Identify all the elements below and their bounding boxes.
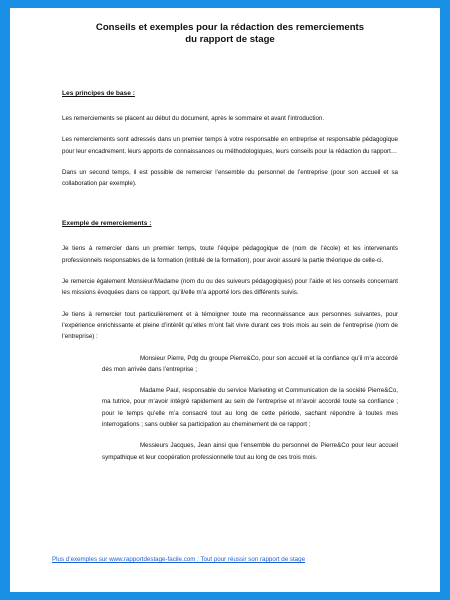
footer-link[interactable]: Plus d’exemples sur www.rapportdestage-facile.com : Tout pour réussir son rapport de stage [52, 556, 306, 563]
title-line-1: Conseils et exemples pour la rédaction des remerciements [95, 22, 365, 33]
document-page [10, 8, 440, 592]
title-line-2: du rapport de stage [185, 34, 275, 45]
indented-paragraph: Monsieur Pierre, Pdg du groupe Pierre&Co, pour son accueil et la confiance qu’il m’a accordé dès mon arrivée dans l’entreprise ; [102, 354, 398, 373]
section-heading-principes: Les principes de base : [62, 90, 135, 97]
section-heading-exemple: Exemple de remerciements : [62, 220, 152, 228]
paragraph: Les remerciements se placent au début du document, après le sommaire et avant l’introduction. [62, 115, 325, 122]
page-title [62, 22, 398, 46]
paragraph: Dans un second temps, il est possible de remercier l’ensemble du personnel de l’entreprise (pour son accueil et sa collaboration par exemple). [62, 168, 398, 188]
indented-paragraph: Messieurs Jacques, Jean ainsi que l’ensemble du personnel de Pierre&Co pour leur accueil sympathique et leur coopération professionnelle tout au long de ces trois mois. [102, 442, 398, 461]
paragraph: Les remerciements sont adressés dans un premier temps à votre responsable en entreprise et responsable pédagogique pour leur encadrement, leurs apports de connaissances ou méthodologiques, leurs conseils pour la rédaction du rapport… [62, 136, 398, 155]
paragraph: Je tiens à remercier dans un premier temps, toute l’équipe pédagogique de (nom de l’école) et les intervenants professionnels responsables de la formation (intitulé de la formation), pour avoir assuré la partie théorique de celle-ci. [62, 245, 398, 264]
indented-paragraph: Madame Paul, responsable du service Marketing et Communication de la société Pierre&Co, ma tutrice, pour m’avoir intégré rapidement au sein de l’entreprise et m’avoir accordé toute sa confiance ; pour le temps qu’elle m’a consacré tout au long de cette période, sachant répondre à toutes mes interrogations ; sans oublier sa participation au cheminement de ce rapport ; [102, 387, 398, 429]
paragraph: Je tiens à remercier tout particulièrement et à témoigner toute ma reconnaissance aux personnes suivantes, pour l’expérience enrichissante et pleine d’intérêt qu’elles m’ont fait vivre durant ces trois mois au sein de l’entreprise (nom de l’entreprise) : [62, 310, 398, 341]
paragraph: Je remercie également Monsieur/Madame (nom du ou des suiveurs pédagogiques) pour l’aide et les conseils concernant les missions évoquées dans ce rapport, qu’il/elle m’a apporté lors des différents suivis. [62, 278, 398, 297]
